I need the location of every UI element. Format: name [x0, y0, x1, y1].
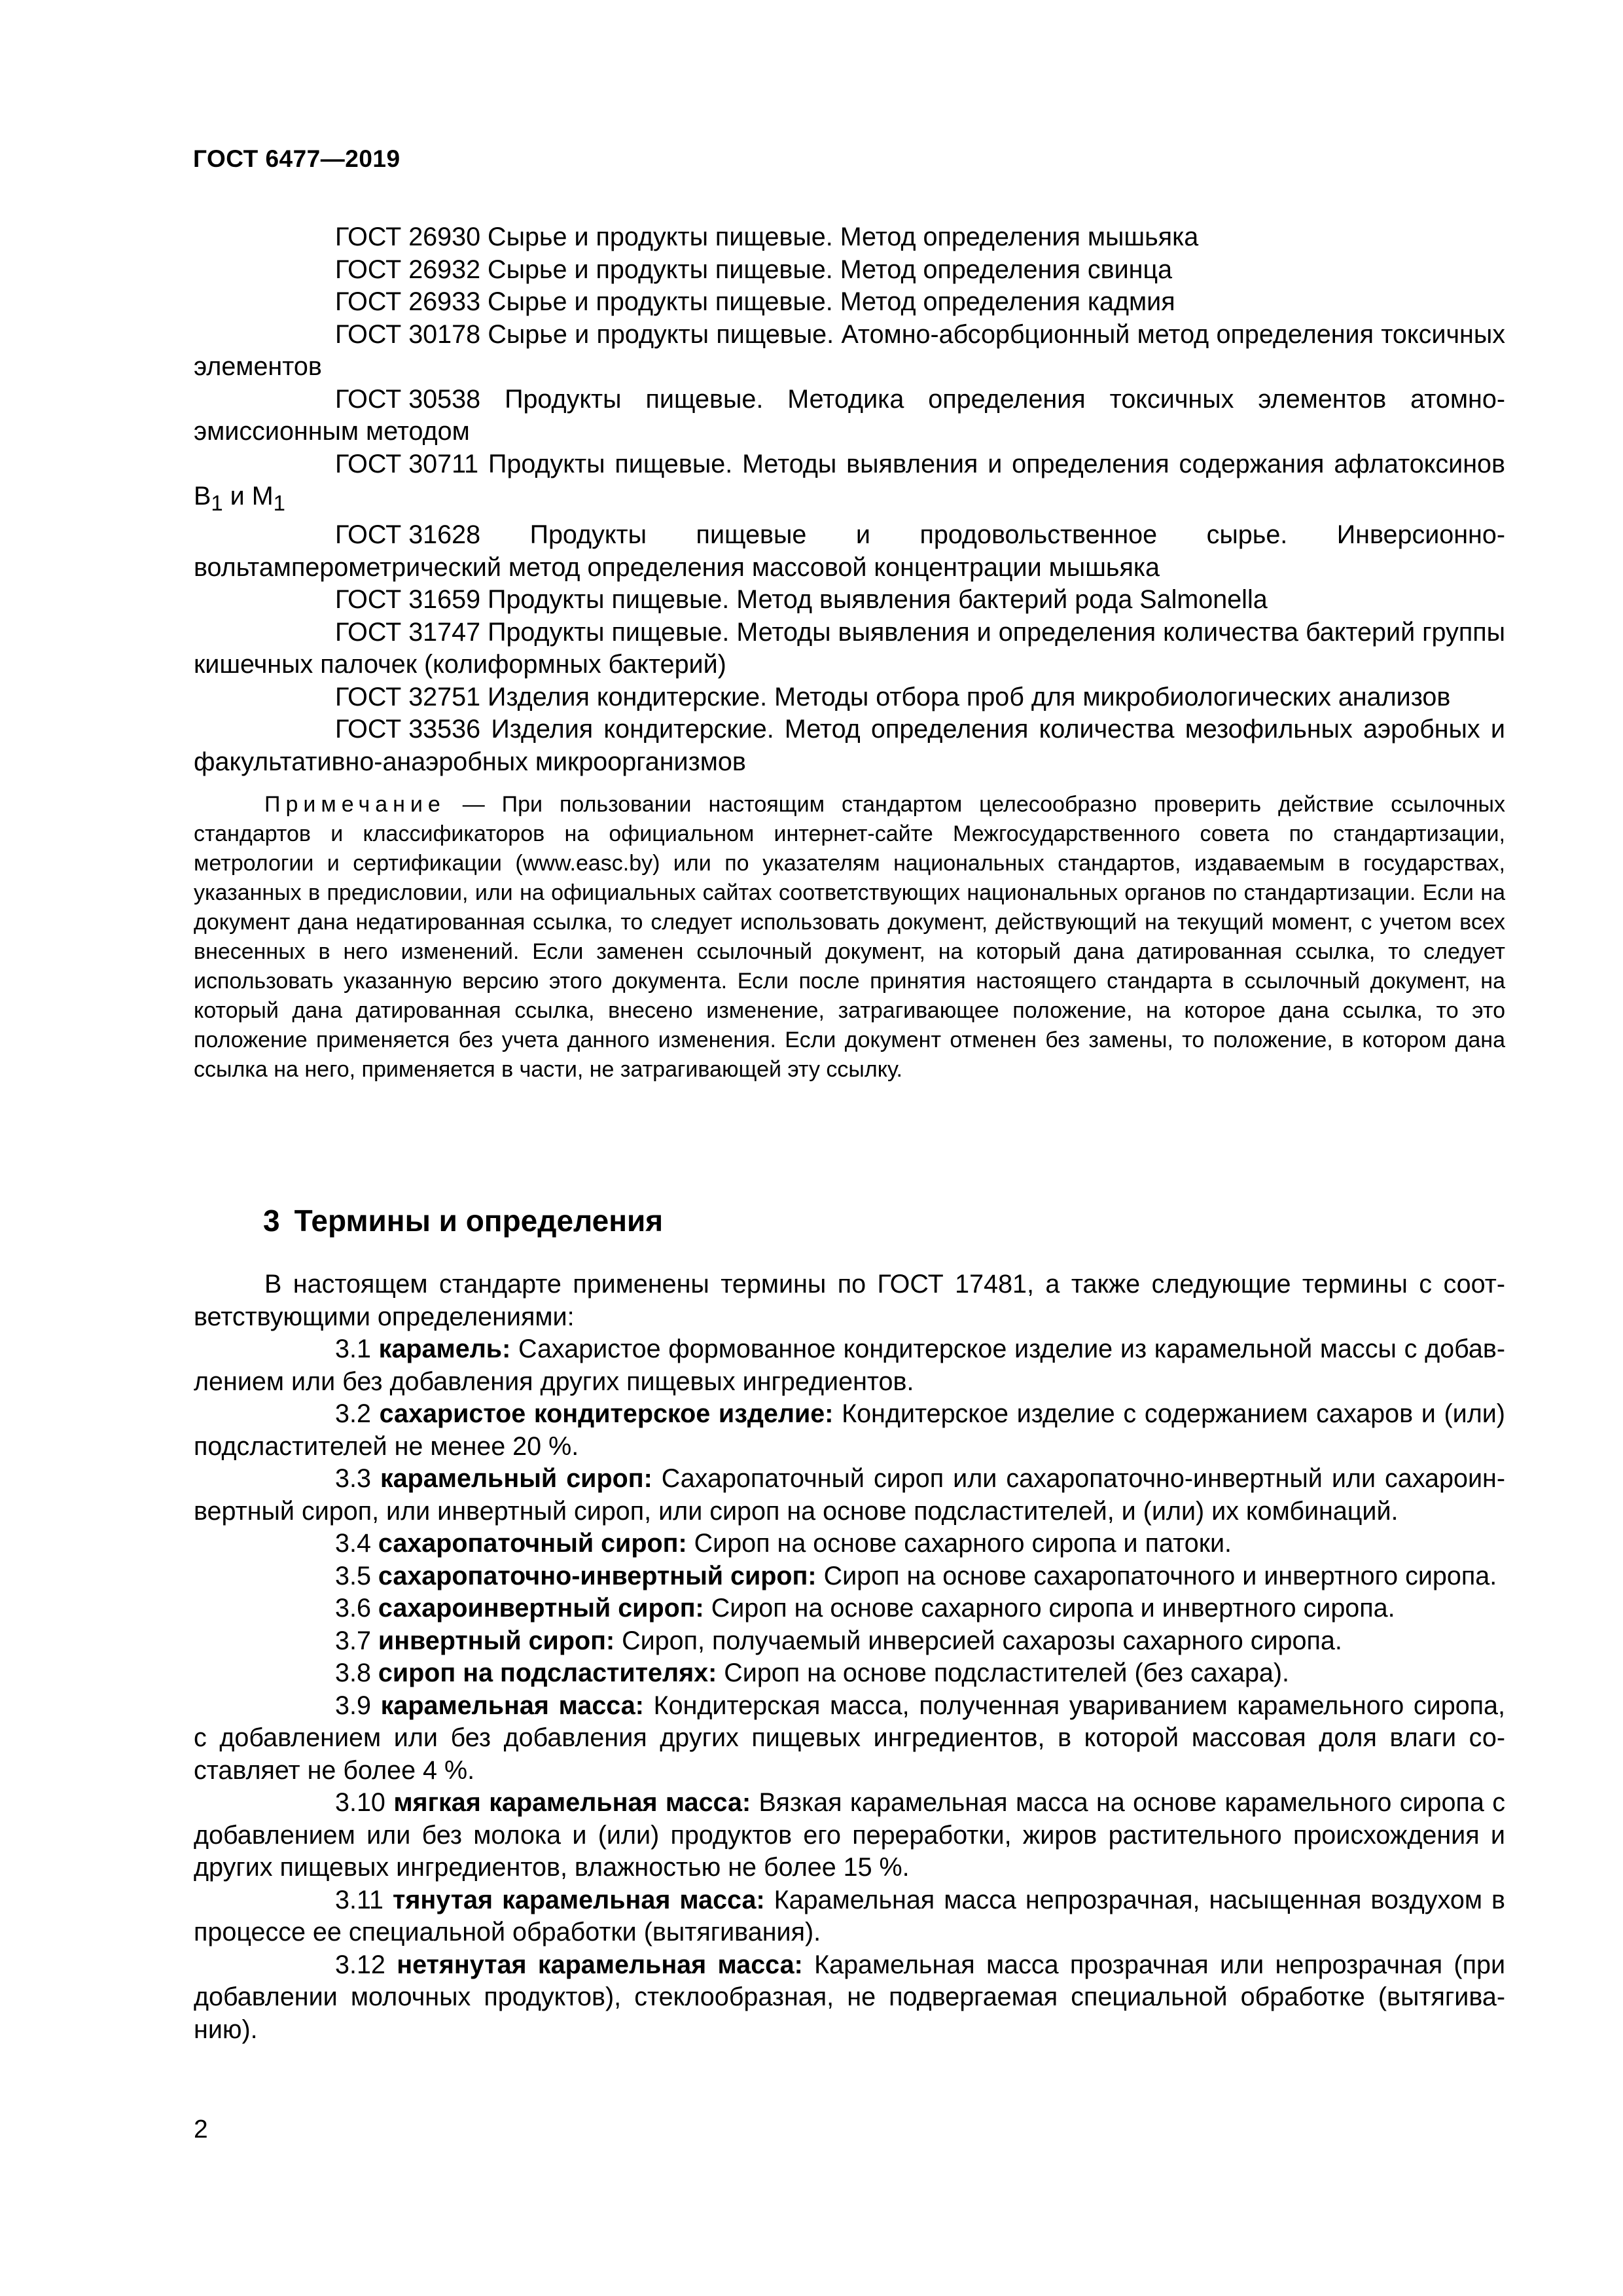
term-item [194, 1592, 1505, 1625]
term-definition: Сахаропаточный сироп или сахаропаточно-инвертный или сахароинвертный сироп, или инвертный сироп, или сироп на основе подсластителей, и (или) их комбинаций. [194, 1464, 1505, 1526]
section-title: Термины и определения [294, 1204, 664, 1238]
reference-number: ГОСТ 31628 [335, 520, 481, 550]
term-item [194, 1884, 1505, 1949]
reference-item [194, 448, 1505, 520]
document-code: ГОСТ 6477—2019 [193, 145, 401, 172]
subscript: 1 [273, 490, 285, 515]
section-intro: В настоящем стандарте применены термины по ГОСТ 17481, а также следующие термины с соответствующими определениями: [194, 1270, 1505, 1331]
reference-item [194, 319, 1505, 384]
term-name: сахаропаточный сироп: [378, 1529, 687, 1558]
term-item [194, 1690, 1505, 1787]
term-name: сахаропаточно-инвертный сироп: [378, 1561, 817, 1590]
term-item [194, 1949, 1505, 2047]
reference-item [194, 384, 1505, 448]
reference-number: ГОСТ 26932 [335, 255, 481, 284]
reference-title: Изделия кондитерские. Метод определения количества мезофильных аэробных и факультативно-анаэробных микроорганизмов [194, 715, 1505, 776]
term-name: мягкая карамельная масса: [393, 1788, 751, 1817]
reference-number: ГОСТ 33536 [335, 715, 481, 744]
term-item [194, 1398, 1505, 1463]
reference-number: ГОСТ 26930 [335, 223, 481, 251]
term-number: 3.4 [335, 1529, 371, 1558]
reference-number: ГОСТ 31747 [335, 617, 481, 647]
normative-references-list [194, 221, 1505, 778]
reference-number: ГОСТ 32751 [335, 682, 481, 711]
term-definition: Сироп на основе сахаропаточного и инвертного сиропа. [823, 1561, 1497, 1590]
reference-title: Продукты пищевые и продовольственное сырье. Инверсионно-вольтамперометрический метод определения массовой концентрации мышьяка [194, 520, 1505, 582]
reference-title: Сырье и продукты пищевые. Атомно-абсорбционный метод определения токсичных элементов [194, 319, 1505, 381]
term-item [194, 1333, 1505, 1398]
reference-title: Продукты пищевые. Методы выявления и определения содержания афлатоксинов [488, 449, 1505, 478]
section-heading [263, 1203, 663, 1238]
term-number: 3.1 [335, 1335, 371, 1363]
term-number: 3.2 [335, 1399, 371, 1428]
reference-title: Изделия кондитерские. Методы отбора проб для микробиологических анализов [488, 682, 1451, 711]
reference-title: Продукты пищевые. Метод выявления бактерий рода Salmonella [488, 585, 1268, 615]
reference-item [194, 254, 1505, 287]
subscript: 1 [211, 490, 223, 515]
reference-number: ГОСТ 30711 [335, 449, 479, 478]
term-number: 3.9 [335, 1691, 371, 1720]
reference-item [194, 617, 1505, 681]
section-number: 3 [263, 1204, 280, 1238]
term-number: 3.5 [335, 1561, 371, 1590]
reference-title: Продукты пищевые. Методика определения токсичных элементов атомно-эмиссионным методом [194, 384, 1505, 446]
term-number: 3.6 [335, 1594, 371, 1623]
reference-subscript-b: B [194, 482, 211, 511]
terms-list [194, 1268, 1505, 2046]
term-name: сироп на подсластителях: [378, 1659, 717, 1687]
term-definition: Сироп на основе подсластителей (без сахара). [724, 1659, 1290, 1687]
term-item [194, 1463, 1505, 1528]
reference-number: ГОСТ 30178 [335, 319, 481, 349]
term-item [194, 1528, 1505, 1560]
term-name: сахароинвертный сироп: [378, 1594, 704, 1623]
term-definition: Карамельная масса непрозрачная, насыщенная воздухом в процессе ее специальной обработки (вытягивания). [194, 1885, 1505, 1946]
reference-title: Сырье и продукты пищевые. Метод определения свинца [488, 255, 1173, 284]
page-number: 2 [194, 2115, 208, 2144]
term-number: 3.7 [335, 1626, 371, 1655]
term-name: карамель: [378, 1335, 511, 1363]
term-definition: Кондитерская масса, полученная увариванием карамельного сиропа, с добавлением или без добавления других пищевых ингредиентов, в которой массовая доля влаги составляет не более 4 %. [194, 1691, 1506, 1785]
term-name: нетянутая карамельная масса: [397, 1950, 803, 1979]
reference-number: ГОСТ 30538 [335, 384, 481, 414]
term-definition: Сахаристое формованное кондитерское изделие из карамельной массы с добавлением или без добавления других пищевых ингредиентов. [194, 1335, 1505, 1396]
term-name: карамельный сироп: [380, 1464, 652, 1493]
term-definition: Вязкая карамельная масса на основе карамельного сиропа с добавлением или без молока и (или) продуктов его переработки, жиров растительного происхождения и других пищевых ингредиентов, влажностью не более 15 %. [194, 1788, 1506, 1882]
reference-number: ГОСТ 26933 [335, 287, 481, 316]
term-definition: Сироп на основе сахарного сиропа и инвертного сиропа. [711, 1594, 1395, 1623]
term-number: 3.11 [335, 1885, 383, 1914]
reference-title: Сырье и продукты пищевые. Метод определения кадмия [488, 287, 1175, 316]
reference-item [194, 584, 1505, 617]
term-definition: Кондитерское изделие с содержанием сахаров и (или) подсластителей не менее 20 %. [194, 1399, 1505, 1461]
reference-item [194, 286, 1505, 319]
reference-title: Продукты пищевые. Методы выявления и определения количества бактерий группы кишечных палочек (колиформных бактерий) [194, 617, 1505, 679]
reference-conjunction: и [223, 482, 252, 511]
note-text: — При пользовании настоящим стандартом целесообразно проверить действие ссылочных стандартов и классификаторов на официальном интернет-сайте Межгосударственного совета по стандартизации, метрологии и сертификации (www.easc.by) или по указателям национальных стандартов, издаваемым в государствах, указанных в предисловии, или на официальных сайтах соответствующих национальных органов по стандартизации. Если на документ дана недатированная ссылка, то следует использовать документ, действующий на текущий момент, с учетом всех внесенных в него изменений. Если заменен ссылочный документ, на который дана датированная ссылка, то следует использовать указанную версию этого документа. Если после принятия настоящего стандарта в ссылочный документ, на который дана датированная ссылка, внесено изменение, затрагивающее положение, на которое дана ссылка, то это положение применяется без учета данного изменения. Если документ отменен без замены, то положение, в котором дана ссылка на него, применяется в части, не затрагивающей эту ссылку. [194, 792, 1505, 1082]
term-definition: Сироп, получаемый инверсией сахарозы сахарного сиропа. [622, 1626, 1342, 1655]
term-number: 3.8 [335, 1659, 371, 1687]
note-label: Примечание [264, 792, 446, 817]
reference-item [194, 519, 1505, 584]
term-name: сахаристое кондитерское изделие: [379, 1399, 834, 1428]
term-definition: Сироп на основе сахарного сиропа и патоки. [694, 1529, 1232, 1558]
term-name: карамельная масса: [380, 1691, 644, 1720]
reference-item [194, 681, 1505, 714]
term-item [194, 1560, 1505, 1593]
reference-item [194, 713, 1505, 778]
term-item [194, 1657, 1505, 1690]
reference-item [194, 221, 1505, 254]
term-item [194, 1625, 1505, 1658]
term-definition: Карамельная масса прозрачная или непрозрачная (при добавлении молочных продуктов), стеклообразная, не подвергаемая специальной обработке (вытягиванию). [194, 1950, 1506, 2044]
term-number: 3.12 [335, 1950, 385, 1979]
term-item [194, 1787, 1505, 1884]
note-paragraph [194, 790, 1505, 1085]
term-number: 3.3 [335, 1464, 371, 1493]
reference-number: ГОСТ 31659 [335, 585, 481, 615]
reference-subscript-m: M [251, 482, 274, 511]
term-name: тянутая карамельная масса: [393, 1885, 765, 1914]
term-name: инвертный сироп: [378, 1626, 615, 1655]
reference-title: Сырье и продукты пищевые. Метод определения мышьяка [488, 223, 1199, 251]
term-number: 3.10 [335, 1788, 385, 1817]
